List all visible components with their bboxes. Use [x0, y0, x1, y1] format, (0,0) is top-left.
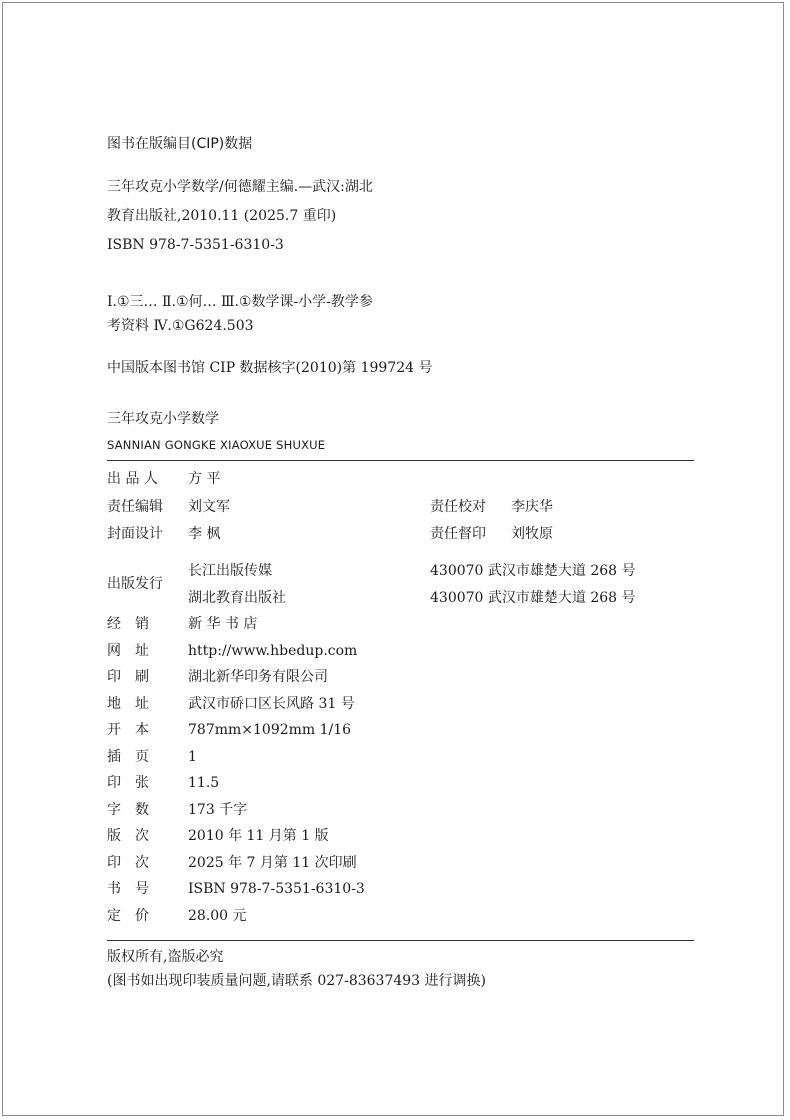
cip-classification-2: 考资料 Ⅳ.①G624.503 [107, 318, 254, 334]
detail-label: 地 址 [107, 696, 149, 712]
detail-value: ISBN 978-7-5351-6310-3 [188, 881, 365, 897]
detail-label: 印 刷 [107, 669, 149, 685]
detail-value: 武汉市硚口区长风路 31 号 [188, 696, 355, 712]
editor-label: 责任编辑 [107, 499, 163, 515]
detail-value: http://www.hbedup.com [188, 643, 358, 659]
quality-notice: (图书如出现印装质量问题,请联系 027-83637493 进行调换) [107, 973, 486, 989]
publisher-2: 湖北教育出版社 [188, 590, 286, 606]
publisher-2-address: 430070 武汉市雄楚大道 268 号 [430, 590, 636, 606]
publishing-label: 出版发行 [107, 576, 163, 592]
cip-isbn: ISBN 978-7-5351-6310-3 [107, 237, 284, 253]
cover-design-value: 李 枫 [188, 526, 221, 542]
divider-bottom [107, 940, 694, 941]
detail-value: 1 [188, 749, 197, 765]
proofreader-label: 责任校对 [430, 499, 486, 515]
cip-heading: 图书在版编目(CIP)数据 [107, 136, 253, 152]
detail-label: 印 次 [107, 855, 149, 871]
detail-value: 新 华 书 店 [188, 616, 258, 632]
cip-line-2: 教育出版社,2010.11 (2025.7 重印) [107, 208, 337, 224]
cip-classification-1: Ⅰ.①三… Ⅱ.①何… Ⅲ.①数学课-小学-教学参 [107, 294, 373, 310]
detail-label: 经 销 [107, 616, 149, 632]
detail-label: 书 号 [107, 881, 149, 897]
cover-design-label: 封面设计 [107, 526, 163, 542]
detail-label: 网 址 [107, 643, 149, 659]
cip-line-1: 三年攻克小学数学/何德耀主编.—武汉:湖北 [107, 179, 373, 195]
producer-value: 方 平 [188, 471, 221, 487]
detail-label: 字 数 [107, 802, 149, 818]
print-supervisor-label: 责任督印 [430, 526, 486, 542]
detail-label: 版 次 [107, 828, 149, 844]
detail-value: 2010 年 11 月第 1 版 [188, 828, 329, 844]
publisher-1: 长江出版传媒 [188, 563, 272, 579]
detail-value: 湖北新华印务有限公司 [188, 669, 328, 685]
book-title-pinyin: SANNIAN GONGKE XIAOXUE SHUXUE [107, 438, 326, 452]
book-title: 三年攻克小学数学 [107, 411, 219, 427]
detail-value: 787mm×1092mm 1/16 [188, 722, 352, 738]
publisher-1-address: 430070 武汉市雄楚大道 268 号 [430, 563, 636, 579]
proofreader-value: 李庆华 [511, 499, 553, 515]
divider-top [107, 460, 694, 461]
print-supervisor-value: 刘牧原 [511, 526, 553, 542]
detail-value: 28.00 元 [188, 908, 247, 924]
detail-value: 2025 年 7 月第 11 次印刷 [188, 855, 357, 871]
editor-value: 刘文军 [188, 499, 230, 515]
detail-label: 开 本 [107, 722, 149, 738]
detail-label: 印 张 [107, 775, 149, 791]
cip-number: 中国版本图书馆 CIP 数据核字(2010)第 199724 号 [107, 360, 433, 376]
detail-label: 插 页 [107, 749, 149, 765]
copyright-notice: 版权所有,盗版必究 [107, 949, 224, 965]
detail-value: 11.5 [188, 775, 220, 791]
detail-label: 定 价 [107, 908, 149, 924]
producer-label: 出 品 人 [107, 471, 158, 487]
detail-value: 173 千字 [188, 802, 248, 818]
